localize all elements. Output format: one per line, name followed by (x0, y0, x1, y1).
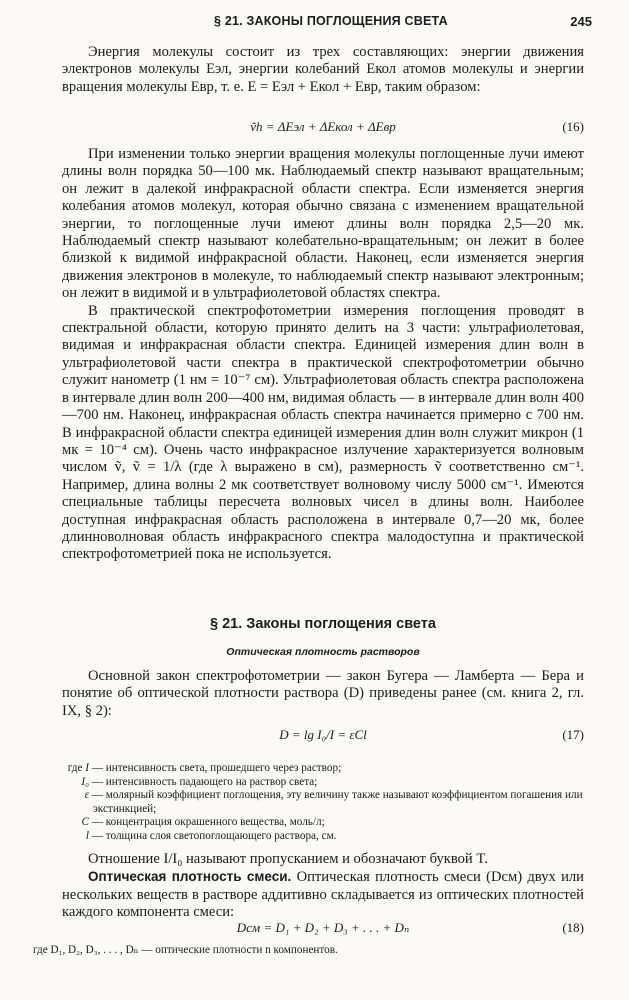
equation-18-expression: Dсм = D₁ + D₂ + D₃ + . . . + Dₙ (236, 920, 410, 935)
paragraph-rotational: При изменении только энергии вращения молекулы поглощенные лучи имеют длины волн порядка 50—100 мк. Наблюдаемый спектр называют вращательным; он лежит в далекой инфракрасной области спектра. Если изменяется энергия колебания атомов молекул, которая обычно связана с изменением вращательной энергии, то поглощенные лучи имеют длины волн порядка 2,5—20 мк. Наблюдаемый спектр называют колебательно-вращательным; он лежит в более близкой к видимой инфракрасной области. Наконец, если изменяется энергия движения электронов в молекуле, то наблюдаемый спектр называют электронным; он лежит в видимой и в ультрафиолетовой областях спектра. (62, 146, 584, 302)
equation-17-number: (17) (562, 727, 584, 742)
definition-item (33, 789, 593, 816)
ratio-sentence: Отношение I/I₀ называют пропусканием и обозначают буквой T. (88, 851, 488, 867)
paragraph-spectral-regions: В практической спектрофотометрии измерения поглощения проводят в спектральной области, которую принято делить на 3 части: ультрафиолетовая, видимая и инфракрасная области спектра. Единицей измерения длин волн в ультрафиолетовой части спектра в практической спектрофотометрии обычно служит нанометр (1 нм = 10⁻⁷ см). Ультрафиолетовая область спектра расположена в интервале длин волн 200—400 нм, видимая область — в интервале длин волн 400—700 нм. Наконец, инфракрасная область спектра начинается примерно с 700 нм. В инфракрасной области спектра единицей измерения длин волн служит микрон (1 мк = 10⁻⁴ см). Очень часто инфракрасное излучение характеризуется волновым числом ṽ, ṽ = 1/λ (где λ выражено в см), размерность ṽ соответственно см⁻¹. Например, длина волны 2 мк соответствует волновому числу 5000 см⁻¹. Имеются специальные таблицы пересчета волновых чисел в длины волн. Наиболее доступная инфракрасная область расположена в интервале 0,7—20 мк, более длинноволновая область инфракрасного спектра малодоступна и практической спектрофотометрией пока не используется. (62, 302, 584, 563)
intro-block (62, 44, 584, 96)
definition-text: — интенсивность света, прошедшего через раствор; (91, 762, 342, 774)
equation-16-expression: ṽh = ΔEэл + ΔEкол + ΔEвр (250, 119, 396, 134)
subsection-title: Оптическая плотность растворов (226, 646, 420, 658)
header-title: § 21. ЗАКОНЫ ПОГЛОЩЕНИЯ СВЕТА (214, 14, 448, 28)
running-header (62, 14, 592, 34)
definition-symbol: C (81, 816, 89, 829)
definitions-lead: где I (67, 762, 89, 774)
definition-text: — интенсивность падающего на раствор света; (91, 775, 318, 788)
spectra-block (62, 146, 584, 564)
definition-text: — концентрация окрашенного вещества, моль/л; (91, 816, 325, 829)
mixture-paragraph (62, 868, 584, 921)
mixture-text: Оптическая плотность смеси (Dсм) двух или нескольких веществ в растворе аддитивно складывается из оптических плотностей каждого компонента смеси: (62, 869, 584, 921)
definition-item (33, 830, 593, 844)
law-paragraph: Основной закон спектрофотометрии — закон Бугера — Ламберта — Бера и понятие об оптической плотности раствора (D) приведены ранее (см. книга 2, гл. IX, § 2): (62, 668, 584, 719)
page-number: 245 (570, 14, 592, 29)
equation-17 (62, 727, 584, 747)
definition-symbol: I₀ (81, 775, 89, 788)
definition-symbol: ε (84, 789, 89, 802)
components-note: где D₁, D₂, D₃, . . . , Dₙ — оптические плотности n компонентов. (33, 944, 338, 956)
equation-18 (62, 920, 584, 940)
law-block (62, 668, 584, 720)
section-title: § 21. Законы поглощения света (210, 616, 436, 632)
equation-17-expression: D = lg I₀/I = εCl (279, 727, 367, 742)
definition-text: — молярный коэффициент поглощения, эту величину также называют коэффициентом погашения или экстинкцией; (91, 789, 583, 815)
definition-symbol: l (85, 829, 89, 842)
equation-16 (62, 119, 584, 139)
equation-18-number: (18) (562, 920, 584, 935)
definition-item (33, 762, 593, 776)
mixture-heading: Оптическая плотность смеси. (88, 869, 292, 885)
definition-text: — толщина слоя светопоглощающего раствора, см. (91, 829, 337, 842)
definitions-list (33, 762, 593, 844)
mixture-block (62, 851, 584, 922)
intro-paragraph: Энергия молекулы состоит из трех составляющих: энергии движения электронов молекулы Eэл, энергии колебаний Eкол атомов молекулы и энергии вращения молекулы Eвр, т. е. E = Eэл + Eкол + Eвр, таким образом: (62, 44, 584, 95)
definition-item (33, 776, 593, 790)
definition-item (33, 816, 593, 830)
equation-16-number: (16) (562, 119, 584, 134)
